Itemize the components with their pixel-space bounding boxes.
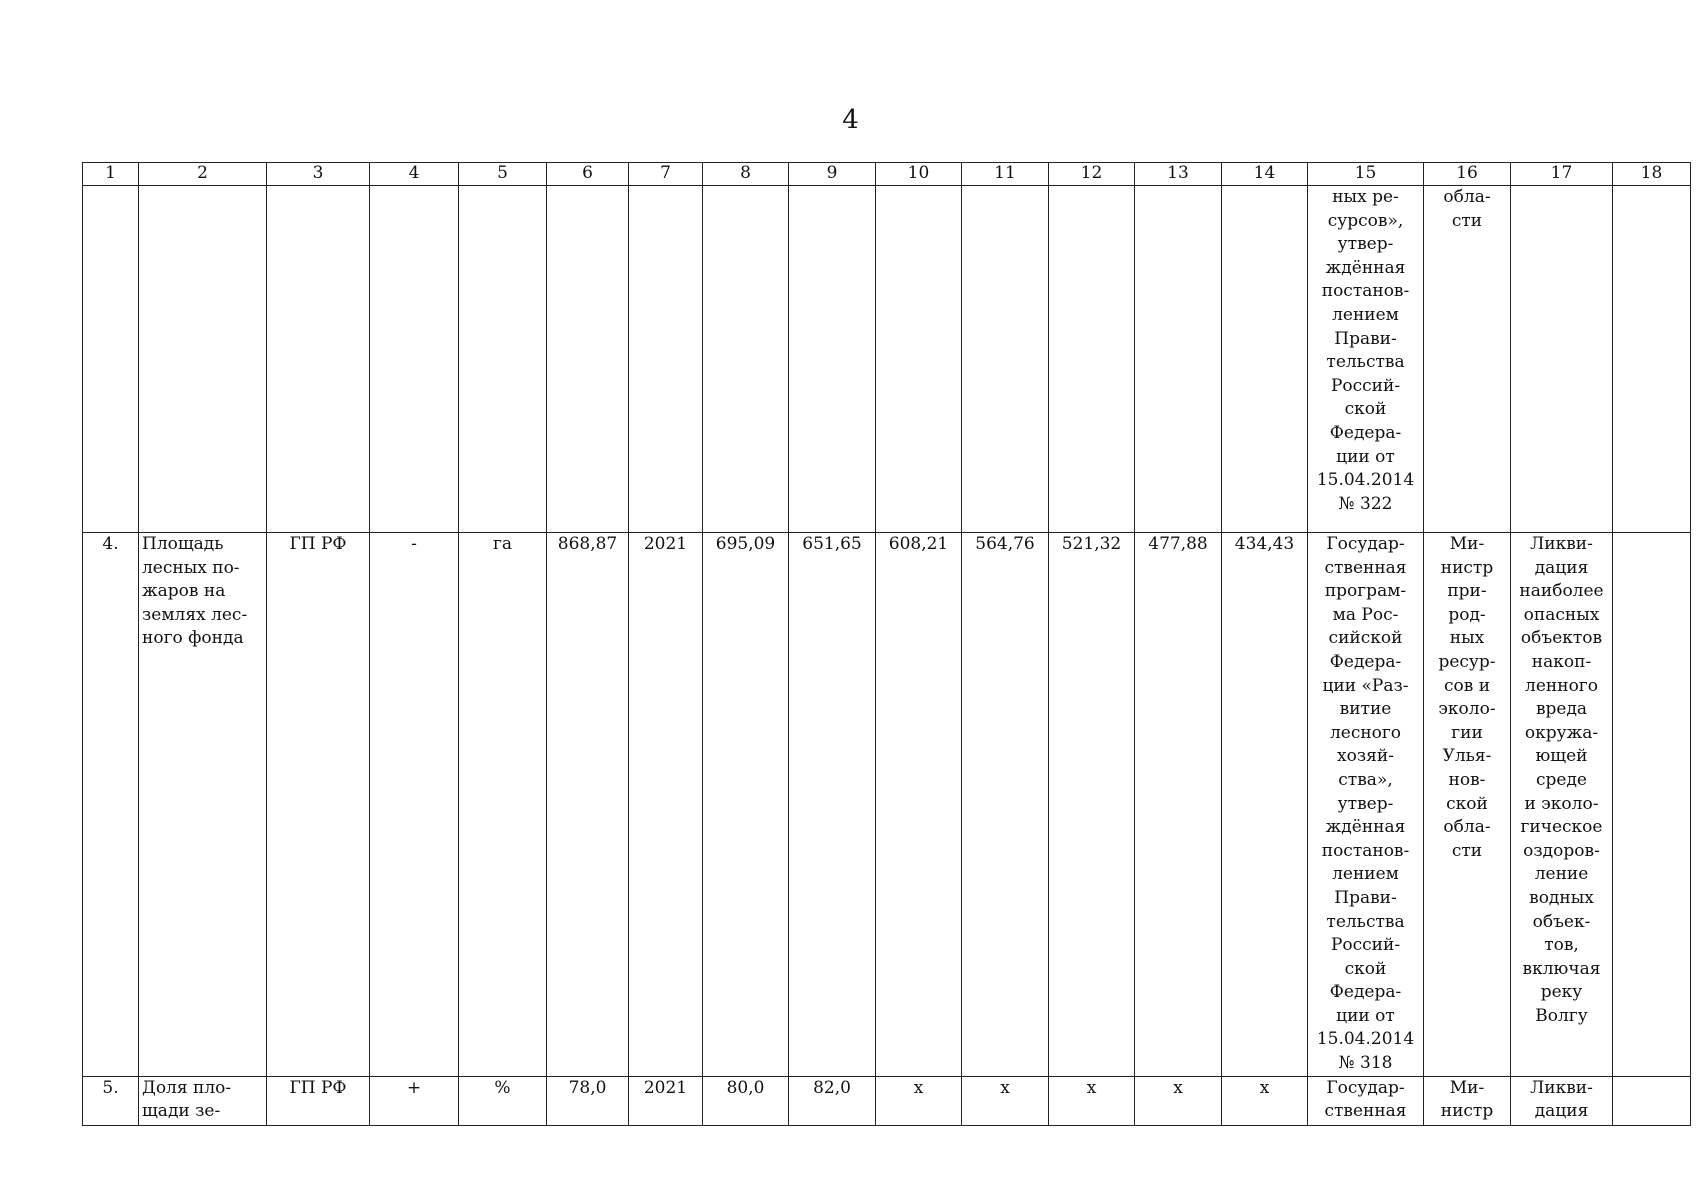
cell-base-value: 868,87 (547, 533, 629, 1077)
cell-indicator-name: Доля пло- щади зе- (139, 1076, 267, 1125)
cell-value (1135, 186, 1222, 533)
cell-responsible: Ми- нистр (1424, 1076, 1511, 1125)
cell-indicator-name: Площадь лесных по- жаров на землях лес- ного фонда (139, 533, 267, 1077)
cell-value: 651,65 (789, 533, 876, 1077)
cell-value (1222, 186, 1308, 533)
column-number: 7 (629, 163, 703, 186)
cell-responsible: обла- сти (1424, 186, 1511, 533)
table-row-5 (83, 1076, 1691, 1125)
cell-direction: - (370, 533, 459, 1077)
cell-value (703, 186, 789, 533)
column-number: 6 (547, 163, 629, 186)
cell-value: 564,76 (962, 533, 1049, 1077)
cell-value: 82,0 (789, 1076, 876, 1125)
cell-value (876, 186, 962, 533)
cell-base-value: 78,0 (547, 1076, 629, 1125)
cell-document: ных ре- сурсов», утвер- ждённая постанов- лением Прави- тельства Россий- ской Федера- ции от 15.04.2014 № 322 (1308, 186, 1424, 533)
cell-source (267, 186, 370, 533)
cell-project: Ликви- дация наиболее опасных объектов накоп- ленного вреда окружа- ющей среде и эколо- гическое оздоров- ление водных объек- тов, включая реку Волгу (1511, 533, 1613, 1077)
cell-value: 695,09 (703, 533, 789, 1077)
cell-value: x (962, 1076, 1049, 1125)
column-number: 3 (267, 163, 370, 186)
cell-empty (1613, 533, 1691, 1077)
cell-value: 608,21 (876, 533, 962, 1077)
column-number: 1 (83, 163, 139, 186)
cell-document: Государ- ственная програм- ма Рос- сийской Федера- ции «Раз- витие лесного хозяй- ства», утвер- ждённая постанов- лением Прави- тельства Россий- ской Федера- ции от 15.04.2014 № 318 (1308, 533, 1424, 1077)
cell-value (789, 186, 876, 533)
cell-source: ГП РФ (267, 1076, 370, 1125)
column-number: 2 (139, 163, 267, 186)
column-number: 13 (1135, 163, 1222, 186)
cell-base-value (547, 186, 629, 533)
table-row-continuation (83, 186, 1691, 533)
cell-number (83, 186, 139, 533)
cell-project: Ликви- дация (1511, 1076, 1613, 1125)
cell-value: 521,32 (1049, 533, 1135, 1077)
cell-base-year (629, 186, 703, 533)
column-number: 14 (1222, 163, 1308, 186)
cell-value: x (1049, 1076, 1135, 1125)
cell-unit (459, 186, 547, 533)
cell-direction (370, 186, 459, 533)
cell-empty (1613, 186, 1691, 533)
cell-number: 5. (83, 1076, 139, 1125)
cell-base-year: 2021 (629, 533, 703, 1077)
page-number: 4 (842, 105, 859, 135)
column-number: 18 (1613, 163, 1691, 186)
column-number: 16 (1424, 163, 1511, 186)
cell-indicator-name (139, 186, 267, 533)
indicators-table (82, 162, 1691, 1126)
cell-source: ГП РФ (267, 533, 370, 1077)
cell-project (1511, 186, 1613, 533)
table-row-4 (83, 533, 1691, 1077)
column-number: 9 (789, 163, 876, 186)
column-number: 11 (962, 163, 1049, 186)
cell-direction: + (370, 1076, 459, 1125)
cell-number: 4. (83, 533, 139, 1077)
column-number: 8 (703, 163, 789, 186)
header-row (83, 163, 1691, 186)
column-number: 17 (1511, 163, 1613, 186)
cell-unit: % (459, 1076, 547, 1125)
cell-unit: га (459, 533, 547, 1077)
cell-value (1049, 186, 1135, 533)
cell-value: 477,88 (1135, 533, 1222, 1077)
column-number: 12 (1049, 163, 1135, 186)
column-number: 10 (876, 163, 962, 186)
cell-value: x (1135, 1076, 1222, 1125)
cell-value: 434,43 (1222, 533, 1308, 1077)
cell-empty (1613, 1076, 1691, 1125)
cell-document: Государ- ственная (1308, 1076, 1424, 1125)
column-number: 15 (1308, 163, 1424, 186)
cell-responsible: Ми- нистр при- род- ных ресур- сов и эколо- гии Улья- нов- ской обла- сти (1424, 533, 1511, 1077)
cell-value: 80,0 (703, 1076, 789, 1125)
cell-value: x (1222, 1076, 1308, 1125)
column-number: 5 (459, 163, 547, 186)
cell-value (962, 186, 1049, 533)
cell-base-year: 2021 (629, 1076, 703, 1125)
column-number: 4 (370, 163, 459, 186)
cell-value: x (876, 1076, 962, 1125)
